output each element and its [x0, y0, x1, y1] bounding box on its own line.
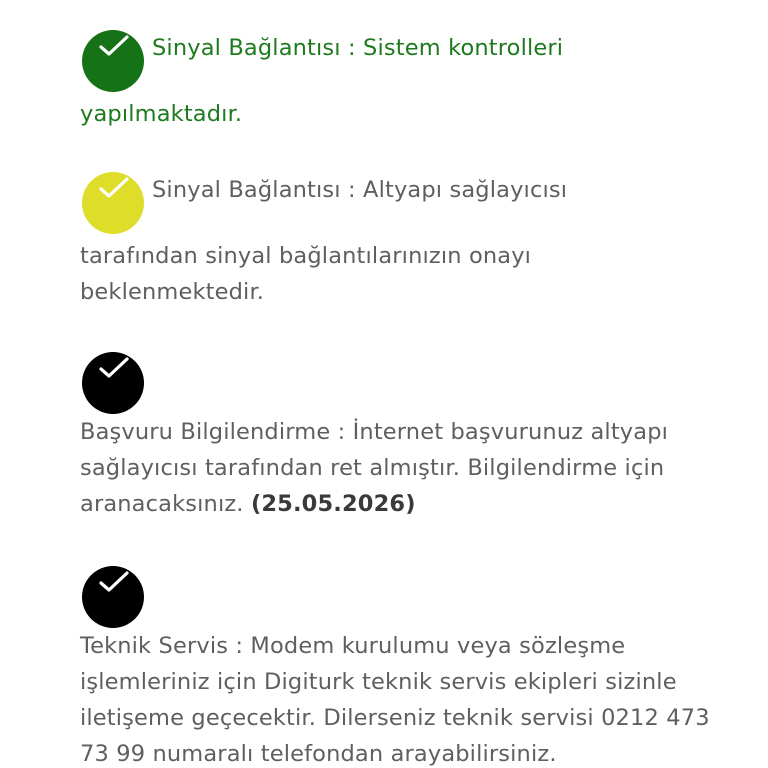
step-description: yapılmaktadır. — [80, 101, 243, 127]
badge-spacer — [80, 352, 720, 414]
status-step-technical-service — [80, 566, 720, 768]
check-icon — [99, 357, 129, 379]
status-step-application-info — [80, 352, 720, 522]
step-text: Başvuru Bilgilendirme : İnternet başvurunuz altyapı sağlayıcısı tarafından ret almıştır. Bilgilendirme için aranacaksınız. — [80, 419, 669, 517]
check-icon — [99, 571, 129, 593]
status-badge-pending — [82, 566, 144, 628]
status-badge-in-progress — [82, 172, 144, 234]
step-title: Sinyal Bağlantısı : Sistem kontrolleri — [152, 35, 564, 61]
step-title: Sinyal Bağlantısı : Altyapı sağlayıcısı — [152, 177, 568, 203]
status-step-signal-approval — [80, 172, 720, 310]
step-description: Teknik Servis : Modem kurulumu veya sözleşme işlemleriniz için Digiturk teknik servis ekipleri sizinle iletişeme geçecektir. Dilerseniz teknik servisi 0212 473 73 99 numaralı telefondan arayabilirsiniz. — [80, 633, 710, 767]
status-badge-completed — [82, 30, 144, 92]
status-badge-pending — [82, 352, 144, 414]
badge-spacer — [80, 566, 720, 628]
check-icon — [99, 177, 129, 199]
step-date: (25.05.2026) — [250, 491, 416, 517]
step-description: tarafından sinyal bağlantılarınızın onayı beklenmektedir. — [80, 243, 532, 305]
step-description — [80, 414, 720, 522]
check-icon — [99, 35, 129, 57]
status-step-signal-check — [80, 30, 720, 132]
